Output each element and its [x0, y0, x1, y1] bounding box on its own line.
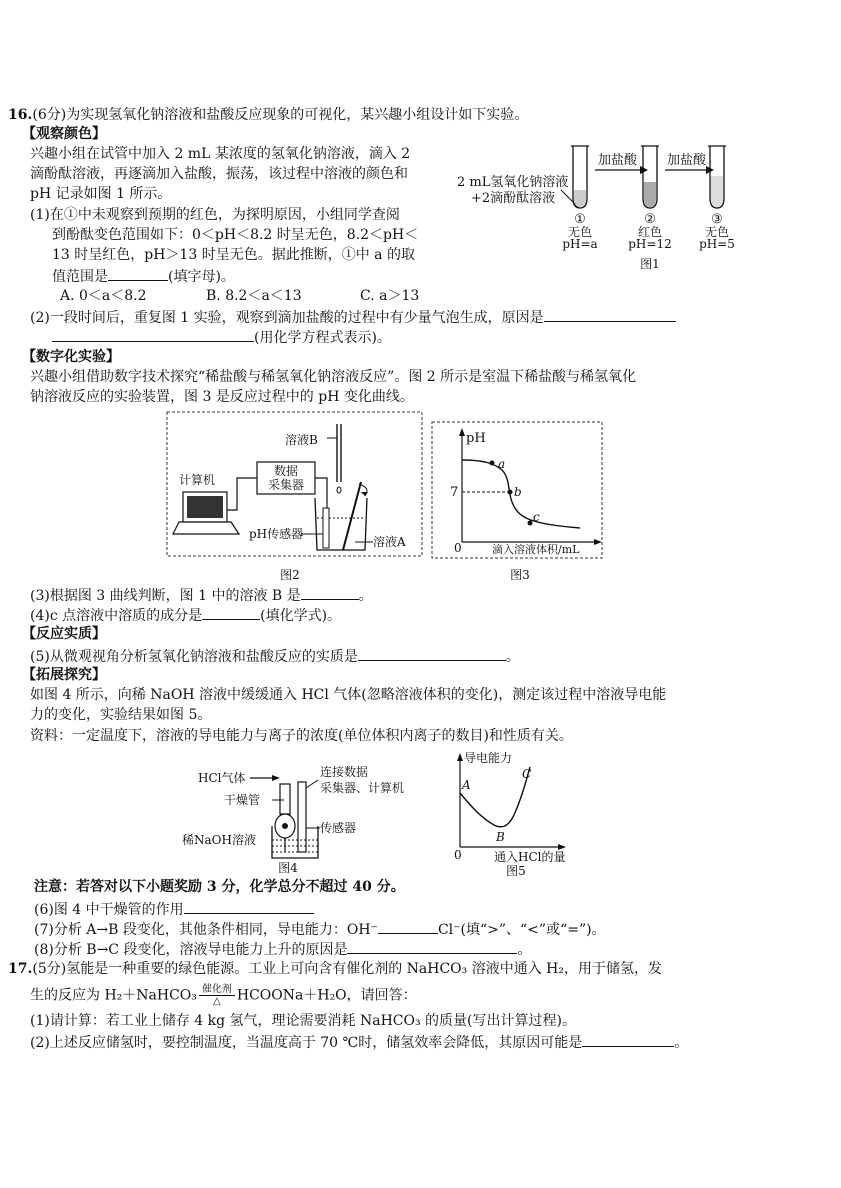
- q16-line-header: [8, 106, 528, 124]
- fig1-tube-3-number: ③: [711, 212, 723, 227]
- fig1-tube-1-color: 无色: [567, 225, 593, 239]
- fig2-beaker: [315, 482, 368, 550]
- section-observe-color: 【观察颜色】: [22, 126, 106, 142]
- q7-answer-blank[interactable]: [378, 919, 438, 934]
- q17-sub2-answer-blank[interactable]: [582, 1032, 674, 1047]
- fig2-collector-l1: 数据: [273, 464, 299, 478]
- figure-3-ph-curve: [430, 420, 605, 560]
- q17-sub2-end: 。: [674, 1035, 689, 1051]
- fig1-tube-2-ph: pH=12: [628, 237, 672, 251]
- q7-line: [34, 919, 606, 939]
- fig3-label-c: c: [533, 510, 540, 524]
- q5-text: (5)从微观视角分析氢氧化钠溶液和盐酸反应的实质是: [30, 649, 358, 665]
- q8-line: [34, 939, 531, 959]
- fig2-ph-sensor: pH传感器: [249, 527, 304, 541]
- q1-line-1: (1)在①中未观察到预期的红色，为探明原因，小组同学查阅: [30, 207, 400, 223]
- q16-number: 16.: [8, 107, 33, 123]
- q2-line-1: [30, 307, 676, 327]
- q17-number: 17.: [8, 961, 33, 977]
- fig3-caption: 图3: [510, 568, 530, 582]
- fig3-origin: 0: [454, 541, 462, 555]
- q5-end: 。: [505, 649, 520, 665]
- q1-text: 值范围是: [52, 269, 108, 285]
- q1-option-a[interactable]: A. 0＜a＜8.2: [60, 288, 147, 304]
- fig4-sensor-probe: [298, 780, 318, 852]
- q4-text: (4)c 点溶液中溶质的成分是: [30, 608, 203, 624]
- fig1-solution-line2: +2滴酚酞溶液: [471, 191, 556, 206]
- q4-hint: (填化学式)。: [260, 608, 342, 624]
- fig1-tube-2: [641, 146, 659, 208]
- intro-line-1: 兴趣小组在试管中加入 2 mL 某浓度的氢氧化钠溶液，滴入 2: [30, 146, 411, 162]
- figure-1-test-tubes: [455, 138, 785, 278]
- q17-equation-left: 生的反应为 H₂＋NaHCO₃: [30, 987, 197, 1004]
- intro-line-3: pH 记录如图 1 所示。: [30, 186, 172, 202]
- bonus-note: 注意：若答对以下小题奖励 3 分，化学总分不超过 40 分。: [34, 879, 405, 895]
- fig5-caption: 图5: [506, 864, 526, 878]
- q1-line-4: [52, 266, 235, 286]
- fig1-arrow-2-label: 加盐酸: [667, 153, 707, 168]
- fig5-label-b: B: [496, 830, 505, 844]
- q1-option-c[interactable]: C. a＞13: [360, 288, 420, 304]
- fig4-drying-tube: [275, 784, 295, 852]
- fig3-point-b: [508, 490, 513, 495]
- fig5-ylabel: 导电能力: [464, 751, 513, 765]
- fig1-tube-3-color: 无色: [704, 225, 730, 239]
- q2-hint: (用化学方程式表示)。: [254, 330, 391, 346]
- fig2-collector-l2: 采集器: [267, 478, 305, 492]
- section-reaction-essence: 【反应实质】: [22, 626, 106, 642]
- fig5-label-a: A: [462, 778, 471, 792]
- figure-5-conductivity-curve: [450, 745, 570, 880]
- fig5-origin: 0: [454, 848, 462, 862]
- q8-answer-blank[interactable]: [347, 939, 517, 954]
- fig1-tube-3-ph: pH=5: [699, 237, 735, 251]
- section-digital-experiment: 【数字化实验】: [22, 349, 120, 365]
- fig2-solution-b: 溶液B: [285, 433, 318, 447]
- q8-end: 。: [517, 942, 532, 958]
- fig4-sensor-label: 传感器: [320, 821, 357, 835]
- fig2-solution-a: 溶液A: [373, 535, 406, 549]
- laptop-icon: [173, 492, 239, 534]
- q17-heat: △: [213, 996, 221, 1007]
- fig3-ytick-7: 7: [450, 485, 459, 500]
- fig1-tube-1-ph: pH=a: [562, 237, 598, 251]
- fig4-beaker: [272, 826, 318, 858]
- q5-answer-blank[interactable]: [358, 646, 506, 661]
- q3-end: 。: [358, 588, 373, 604]
- fig1-solution-line1: 2 mL氢氧化钠溶液: [457, 175, 569, 190]
- fig4-caption: 图4: [278, 861, 298, 875]
- fig1-tube-1-number: ①: [574, 212, 586, 227]
- fig1-arrow-1: [595, 152, 648, 174]
- digital-line-1: 兴趣小组借助数字技术探究“稀盐酸与稀氢氧化钠溶液反应”。图 2 所示是室温下稀盐酸与稀氢氧化: [30, 369, 637, 385]
- q17-equation-right: HCOONa＋H₂O，请回答：: [236, 987, 417, 1004]
- fig4-connect-l2: 采集器、计算机: [320, 781, 405, 795]
- fig5-curve: [460, 767, 530, 827]
- q2-answer-blank-2[interactable]: [52, 327, 254, 342]
- q6-text: (6)图 4 中干燥管的作用: [34, 902, 184, 918]
- q17-reaction-condition: [199, 984, 235, 1007]
- q1-option-b[interactable]: B. 8.2＜a＜13: [206, 288, 302, 304]
- fig1-tube-2-number: ②: [644, 212, 656, 227]
- fig4-connect-l1: 连接数据: [320, 765, 369, 779]
- fig4-naoh-label: 稀NaOH溶液: [182, 833, 256, 847]
- q2-line-2: [52, 327, 391, 347]
- fig3-point-a: [490, 461, 495, 466]
- extend-line-3: 资料：一定温度下，溶液的导电能力与离子的浓度(单位体积内离子的数目)和性质有关。: [30, 728, 573, 744]
- q17-sub1: (1)请计算：若工业上储存 4 kg 氢气，理论需要消耗 NaHCO₃ 的质量(写出计算过程)。: [30, 1013, 576, 1029]
- q5-line: [30, 646, 520, 666]
- figure-2-apparatus: [165, 410, 425, 560]
- fig1-tube-3: [708, 146, 726, 208]
- q6-line: [34, 899, 314, 919]
- q1-line-2: 到酚酞变色范围如下：0＜pH＜8.2 时呈无色，8.2＜pH＜: [52, 227, 419, 243]
- section-extended-inquiry: 【拓展探究】: [22, 667, 106, 683]
- q4-answer-blank[interactable]: [202, 605, 260, 620]
- q17-catalyst: 催化剂: [199, 984, 235, 996]
- fig3-ylabel: pH: [466, 431, 486, 446]
- fig5-label-c: C: [522, 767, 532, 781]
- q17-sub2-line: [30, 1032, 688, 1052]
- q7-text: (7)分析 A→B 段变化，其他条件相同，导电能力：OH⁻: [34, 922, 378, 938]
- fig4-dryer-label: 干燥管: [224, 793, 261, 807]
- fig3-xlabel: 滴入溶液体积/mL: [492, 543, 580, 556]
- fig3-label-a: a: [498, 457, 506, 471]
- fig4-hcl-gas: HCl气体: [198, 771, 246, 785]
- q1-hint: (填字母)。: [168, 269, 235, 285]
- q17-line-1: [8, 960, 662, 978]
- q16-intro: (6分)为实现氢氧化钠溶液和盐酸反应现象的可视化，某兴趣小组设计如下实验。: [32, 107, 529, 123]
- q8-text: (8)分析 B→C 段变化，溶液导电能力上升的原因是: [34, 942, 348, 958]
- fig2-caption: 图2: [280, 568, 300, 582]
- intro-line-2: 滴酚酞溶液，再逐滴加入盐酸，振荡，该过程中溶液的颜色和: [30, 166, 408, 182]
- fig5-xlabel: 通入HCl的量: [494, 850, 566, 864]
- fig3-point-c: [528, 521, 533, 526]
- q3-line: [30, 585, 373, 605]
- figure-4-apparatus: [180, 760, 420, 875]
- fig1-tube-2-color: 红色: [637, 225, 663, 239]
- fig1-caption: 图1: [640, 257, 660, 271]
- fig1-tube-1: [571, 146, 589, 208]
- extend-line-1: 如图 4 所示，向稀 NaOH 溶液中缓缓通入 HCl 气体(忽略溶液体积的变化)，测定该过程中溶液导电能: [30, 687, 667, 703]
- q3-answer-blank[interactable]: [301, 585, 359, 600]
- q6-answer-blank[interactable]: [184, 899, 314, 914]
- q1-line-3: 13 时呈红色，pH＞13 时呈无色。据此推断，①中 a 的取: [52, 247, 415, 263]
- q7-hint: Cl⁻(填“>”、“<”或“=”)。: [437, 922, 606, 938]
- q17-line-2: [30, 984, 417, 1007]
- q17-intro: (5分)氢能是一种重要的绿色能源。工业上可向含有催化剂的 NaHCO₃ 溶液中通入 H₂，用于储氢，发: [32, 961, 662, 977]
- fig1-arrow-2: [665, 152, 714, 174]
- extend-line-2: 力的变化，实验结果如图 5。: [30, 707, 212, 723]
- q4-line: [30, 605, 341, 625]
- fig3-label-b: b: [514, 485, 522, 499]
- q1-answer-blank[interactable]: [108, 266, 168, 281]
- fig1-arrow-1-label: 加盐酸: [598, 153, 638, 168]
- fig2-computer-label: 计算机: [179, 473, 216, 487]
- q17-sub2-text: (2)上述反应储氢时，要控制温度，当温度高于 70 ℃时，储氢效率会降低，其原因可能是: [30, 1035, 583, 1051]
- q2-answer-blank[interactable]: [544, 307, 676, 322]
- digital-line-2: 钠溶液反应的实验装置，图 3 是反应过程中的 pH 变化曲线。: [30, 389, 414, 405]
- q2-text: (2)一段时间后，重复图 1 实验，观察到滴加盐酸的过程中有少量气泡生成，原因是: [30, 310, 544, 326]
- q3-text: (3)根据图 3 曲线判断，图 1 中的溶液 B 是: [30, 588, 301, 604]
